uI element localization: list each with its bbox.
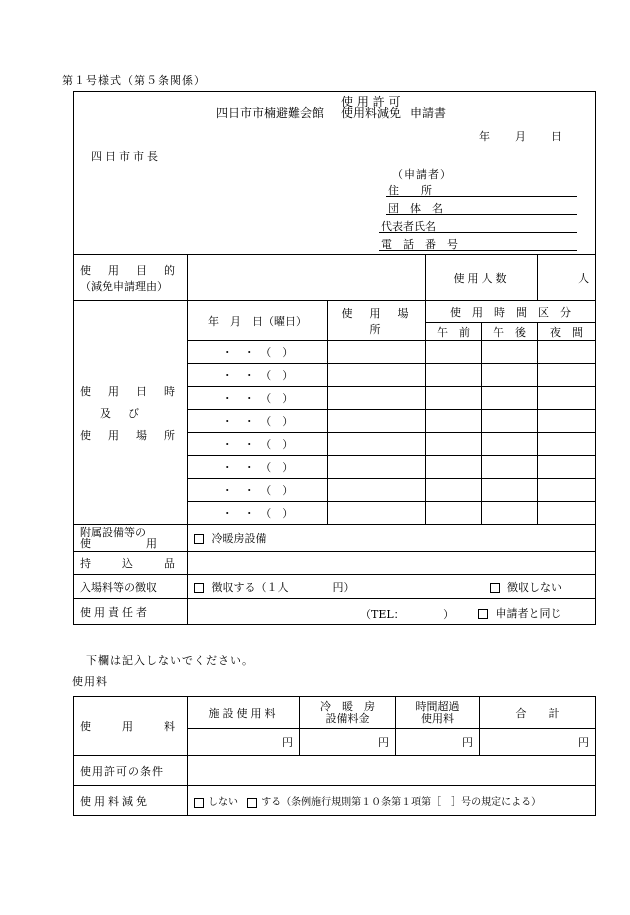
night-cell[interactable] [538, 410, 596, 433]
am-cell[interactable] [426, 502, 482, 525]
fee-collect-field [188, 575, 596, 599]
note-text: 下欄は記入しないでください。 [86, 654, 254, 667]
place-cell[interactable] [328, 502, 426, 525]
place-cell[interactable] [328, 433, 426, 456]
fee-col-hvac: 冷 暖 房 設備料金 [300, 697, 396, 729]
col-date-header: 年 月 日（曜日） [188, 301, 328, 341]
pm-cell[interactable] [482, 341, 538, 364]
date-cell[interactable]: ・ ・ （ ） [188, 433, 328, 456]
same-checkbox[interactable] [478, 609, 488, 619]
pm-cell[interactable] [482, 433, 538, 456]
reduction-field [188, 786, 596, 816]
pm-cell[interactable] [482, 456, 538, 479]
col-night-header: 夜 間 [538, 323, 596, 341]
place-cell[interactable] [328, 479, 426, 502]
hvac-fee-cell[interactable]: 円 [300, 729, 396, 756]
form-number-label: 第１号様式（第５条関係） [62, 74, 206, 87]
pm-cell[interactable] [482, 364, 538, 387]
tel-text: （TEL： ） [360, 608, 455, 621]
am-cell[interactable] [426, 456, 482, 479]
fee-collect-label: 入場料等の徴収 [74, 575, 188, 599]
place-cell[interactable] [328, 364, 426, 387]
fee-section-title: 使用料 [72, 675, 108, 688]
am-cell[interactable] [426, 387, 482, 410]
rep-label: 代表者氏名 [381, 220, 436, 233]
place-cell[interactable] [328, 410, 426, 433]
title-suffix: 申請書 [410, 106, 447, 120]
pm-cell[interactable] [482, 387, 538, 410]
group-label: 団 体 名 [388, 202, 443, 215]
date-cell[interactable]: ・ ・ （ ） [188, 456, 328, 479]
fee-col-overtime: 時間超過 使用料 [396, 697, 480, 729]
conditions-label: 使用許可の条件 [74, 756, 188, 786]
purpose-label: 使 用 目 的 （減免申請理由） [74, 255, 188, 301]
equipment-field [188, 525, 596, 552]
night-cell[interactable] [538, 364, 596, 387]
header-block [74, 92, 596, 255]
address-label: 住 所 [388, 184, 432, 197]
no-collect-option: 徴収しない [507, 580, 562, 594]
equipment-value: 冷暖房設備 [211, 532, 267, 545]
col-am-header: 午 前 [426, 323, 482, 341]
am-cell[interactable] [426, 433, 482, 456]
night-cell[interactable] [538, 502, 596, 525]
fee-col-facility: 施設使用料 [188, 697, 300, 729]
conditions-field[interactable] [188, 756, 596, 786]
night-cell[interactable] [538, 456, 596, 479]
night-cell[interactable] [538, 479, 596, 502]
reduction-no-checkbox[interactable] [194, 798, 204, 808]
total-fee-cell[interactable]: 円 [480, 729, 596, 756]
night-cell[interactable] [538, 433, 596, 456]
date-cell[interactable]: ・ ・ （ ） [188, 479, 328, 502]
date-line: 年 月 日 [479, 130, 563, 143]
facility-fee-cell[interactable]: 円 [188, 729, 300, 756]
responsible-field [188, 599, 596, 625]
equipment-checkbox[interactable] [194, 534, 204, 544]
reduction-label: 使用料減免 [74, 786, 188, 816]
carry-field[interactable] [188, 552, 596, 575]
pm-cell[interactable] [482, 502, 538, 525]
date-cell[interactable]: ・ ・ （ ） [188, 341, 328, 364]
fee-col-total: 合 計 [480, 697, 596, 729]
date-cell[interactable]: ・ ・ （ ） [188, 502, 328, 525]
group-line [386, 214, 577, 215]
title-stack [341, 97, 401, 119]
phone-line [379, 250, 577, 251]
addressee: 四日市市長 [91, 150, 161, 163]
applicant-label: （申請者） [392, 168, 452, 181]
application-table [73, 91, 596, 625]
collect-option: 徴収する（１人 円） [211, 580, 355, 594]
no-collect-wrapper [490, 579, 563, 595]
schedule-side-label: 使 用 日 時 及 び 使 用 場 所 [74, 301, 188, 525]
col-place-header: 使 用 場 所 [328, 301, 426, 341]
title-prefix: 四日市市楠避難会館 [216, 106, 325, 120]
fee-table [73, 696, 596, 816]
am-cell[interactable] [426, 479, 482, 502]
collect-checkbox[interactable] [194, 583, 204, 593]
equipment-label: 附属設備等の 使 用 [74, 525, 188, 552]
am-cell[interactable] [426, 341, 482, 364]
col-pm-header: 午 後 [482, 323, 538, 341]
date-cell[interactable]: ・ ・ （ ） [188, 364, 328, 387]
responsible-label: 使用責任者 [74, 599, 188, 625]
place-cell[interactable] [328, 456, 426, 479]
reduction-yes-checkbox[interactable] [247, 798, 257, 808]
pm-cell[interactable] [482, 479, 538, 502]
pm-cell[interactable] [482, 410, 538, 433]
no-collect-checkbox[interactable] [490, 583, 500, 593]
people-field[interactable]: 人 [538, 255, 596, 301]
carry-label: 持 込 品 [74, 552, 188, 575]
same-option: 申請者と同じ [495, 607, 562, 620]
same-wrapper [478, 605, 562, 621]
night-cell[interactable] [538, 341, 596, 364]
place-cell[interactable] [328, 387, 426, 410]
title-bottom: 使用料減免 [341, 106, 402, 120]
address-line [386, 196, 577, 197]
purpose-field[interactable] [188, 255, 426, 301]
am-cell[interactable] [426, 364, 482, 387]
overtime-fee-cell[interactable]: 円 [396, 729, 480, 756]
date-cell[interactable]: ・ ・ （ ） [188, 410, 328, 433]
night-cell[interactable] [538, 387, 596, 410]
reduction-no-option: しない [208, 797, 238, 808]
people-label: 使用人数 [426, 255, 538, 301]
rep-line [379, 232, 577, 233]
am-cell[interactable] [426, 410, 482, 433]
fee-label: 使 用 料 [74, 697, 188, 756]
reduction-yes-option: する（条例施行規則第１０条第１項第［ ］号の規定による） [261, 797, 542, 808]
title [216, 104, 324, 121]
title-top: 使 用 許 可 [341, 95, 401, 109]
col-time-header: 使 用 時 間 区 分 [426, 301, 596, 323]
date-cell[interactable]: ・ ・ （ ） [188, 387, 328, 410]
place-cell[interactable] [328, 341, 426, 364]
phone-label: 電 話 番 号 [381, 238, 458, 251]
